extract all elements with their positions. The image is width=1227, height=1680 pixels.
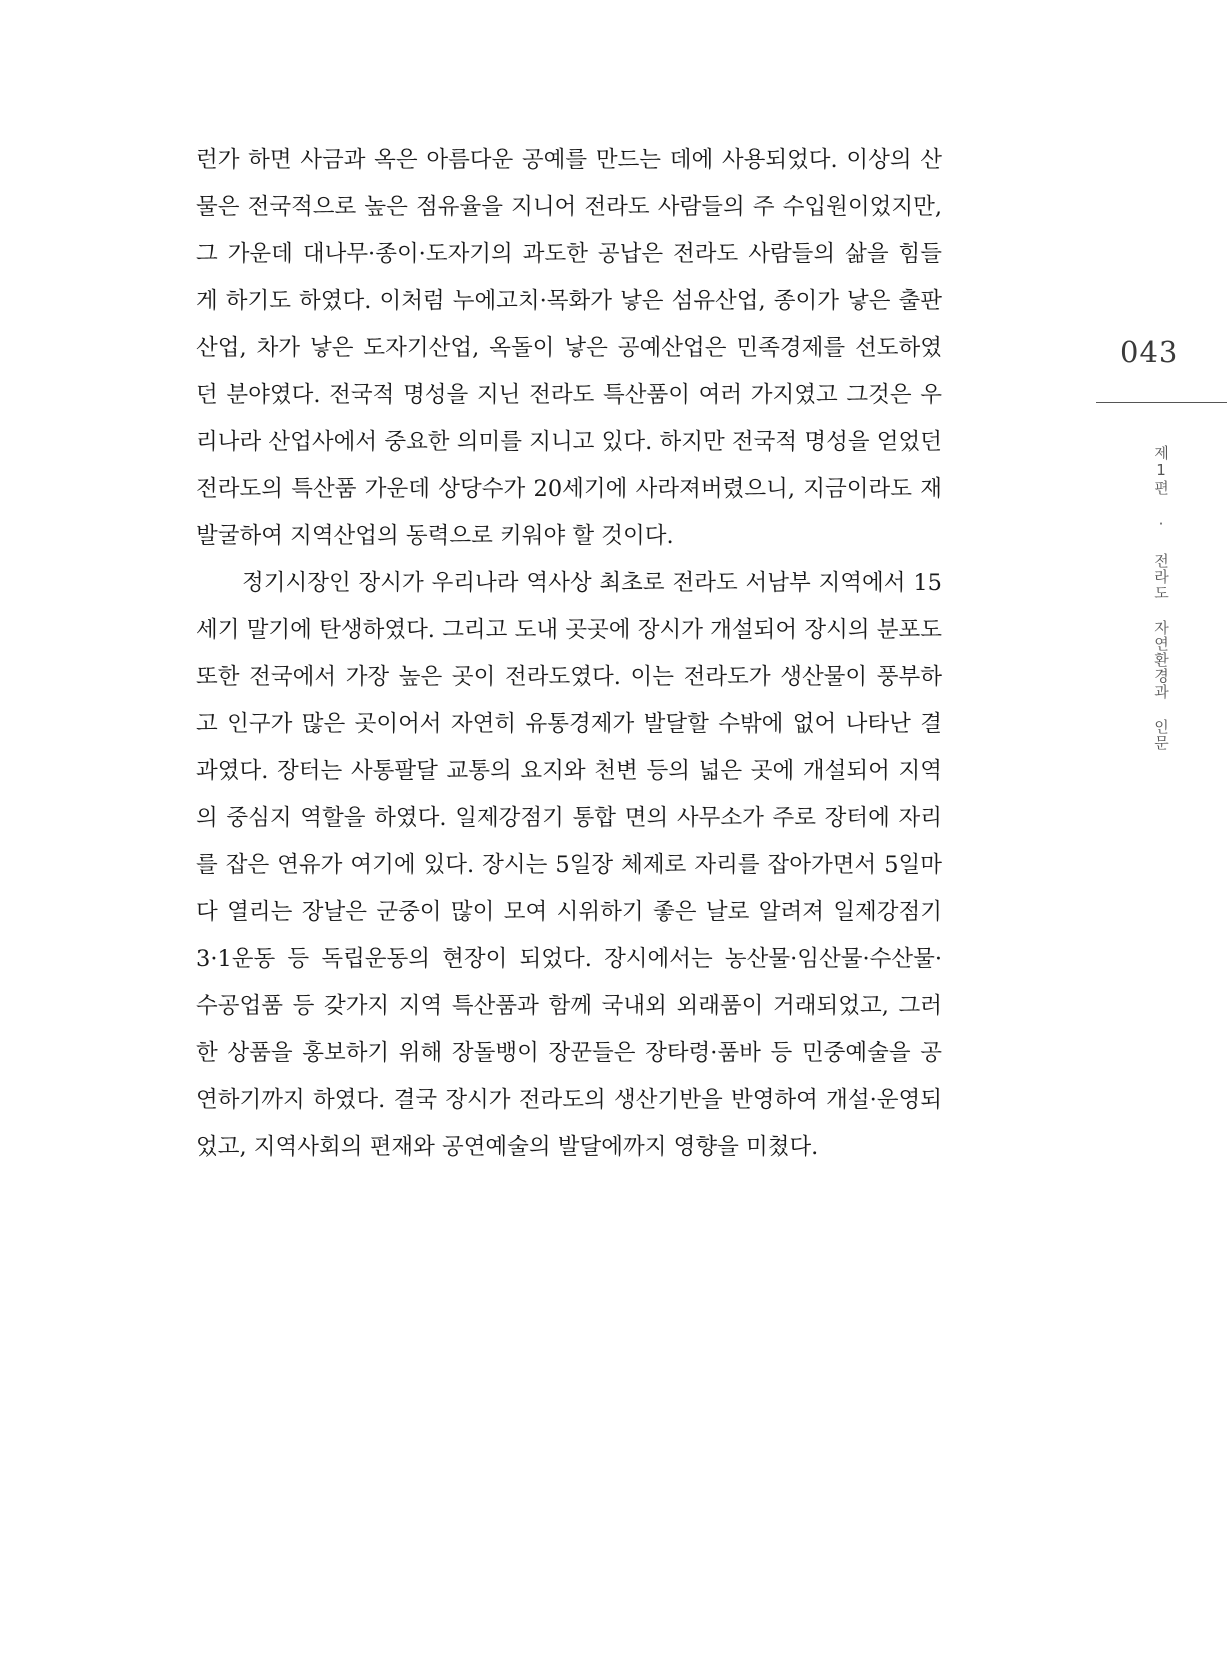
running-head-rule [1096, 402, 1227, 403]
text-line: 다 열리는 장날은 군중이 많이 모여 시위하기 좋은 날로 알려져 일제강점기 [196, 899, 942, 925]
text-line: 과였다. 장터는 사통팔달 교통의 요지와 천변 등의 넓은 곳에 개설되어 지역 [196, 758, 942, 784]
text-line: 세기 말기에 탄생하였다. 그리고 도내 곳곳에 장시가 개설되어 장시의 분포도 [196, 617, 942, 643]
text-line: 고 인구가 많은 곳이어서 자연히 유통경제가 발달할 수밖에 없어 나타난 결 [196, 711, 942, 737]
text-line: 3·1운동 등 독립운동의 현장이 되었다. 장시에서는 농산물·임산물·수산물· [196, 946, 942, 972]
page-number: 043 [1120, 335, 1179, 369]
text-line: 발굴하여 지역산업의 동력으로 키워야 할 것이다. [196, 523, 674, 549]
text-line: 전라도의 특산품 가운데 상당수가 20세기에 사라져버렸으니, 지금이라도 재 [196, 476, 942, 502]
text-line: 그 가운데 대나무·종이·도자기의 과도한 공납은 전라도 사람들의 삶을 힘들 [196, 241, 942, 267]
text-line: 수공업품 등 갖가지 지역 특산품과 함께 국내외 외래품이 거래되었고, 그러 [196, 993, 942, 1019]
text-line: 연하기까지 하였다. 결국 장시가 전라도의 생산기반을 반영하여 개설·운영되 [196, 1087, 942, 1113]
text-line: 었고, 지역사회의 편재와 공연예술의 발달에까지 영향을 미쳤다. [196, 1134, 819, 1160]
text-line: 리나라 산업사에서 중요한 의미를 지니고 있다. 하지만 전국적 명성을 얻었던 [196, 429, 942, 455]
text-line: 한 상품을 홍보하기 위해 장돌뱅이 장꾼들은 장타령·품바 등 민중예술을 공 [196, 1040, 942, 1066]
running-head: 제1편 · 전라도 자연환경과 인문 [1152, 445, 1170, 751]
text-line: 의 중심지 역할을 하였다. 일제강점기 통합 면의 사무소가 주로 장터에 자리 [196, 805, 942, 831]
text-line: 산업, 차가 낳은 도자기산업, 옥돌이 낳은 공예산업은 민족경제를 선도하였 [196, 335, 942, 361]
text-line: 던 분야였다. 전국적 명성을 지닌 전라도 특산품이 여러 가지였고 그것은 우 [196, 382, 942, 408]
text-line: 정기시장인 장시가 우리나라 역사상 최초로 전라도 서남부 지역에서 15 [242, 570, 942, 596]
text-line: 를 잡은 연유가 여기에 있다. 장시는 5일장 체제로 자리를 잡아가면서 5일마 [196, 852, 942, 878]
text-line: 또한 전국에서 가장 높은 곳이 전라도였다. 이는 전라도가 생산물이 풍부하 [196, 664, 942, 690]
text-line: 물은 전국적으로 높은 점유율을 지니어 전라도 사람들의 주 수입원이었지만, [196, 194, 942, 220]
body-text [196, 137, 942, 1171]
text-line: 게 하기도 하였다. 이처럼 누에고치·목화가 낳은 섬유산업, 종이가 낳은 출판 [196, 288, 942, 314]
text-line: 런가 하면 사금과 옥은 아름다운 공예를 만드는 데에 사용되었다. 이상의 산 [196, 147, 942, 173]
